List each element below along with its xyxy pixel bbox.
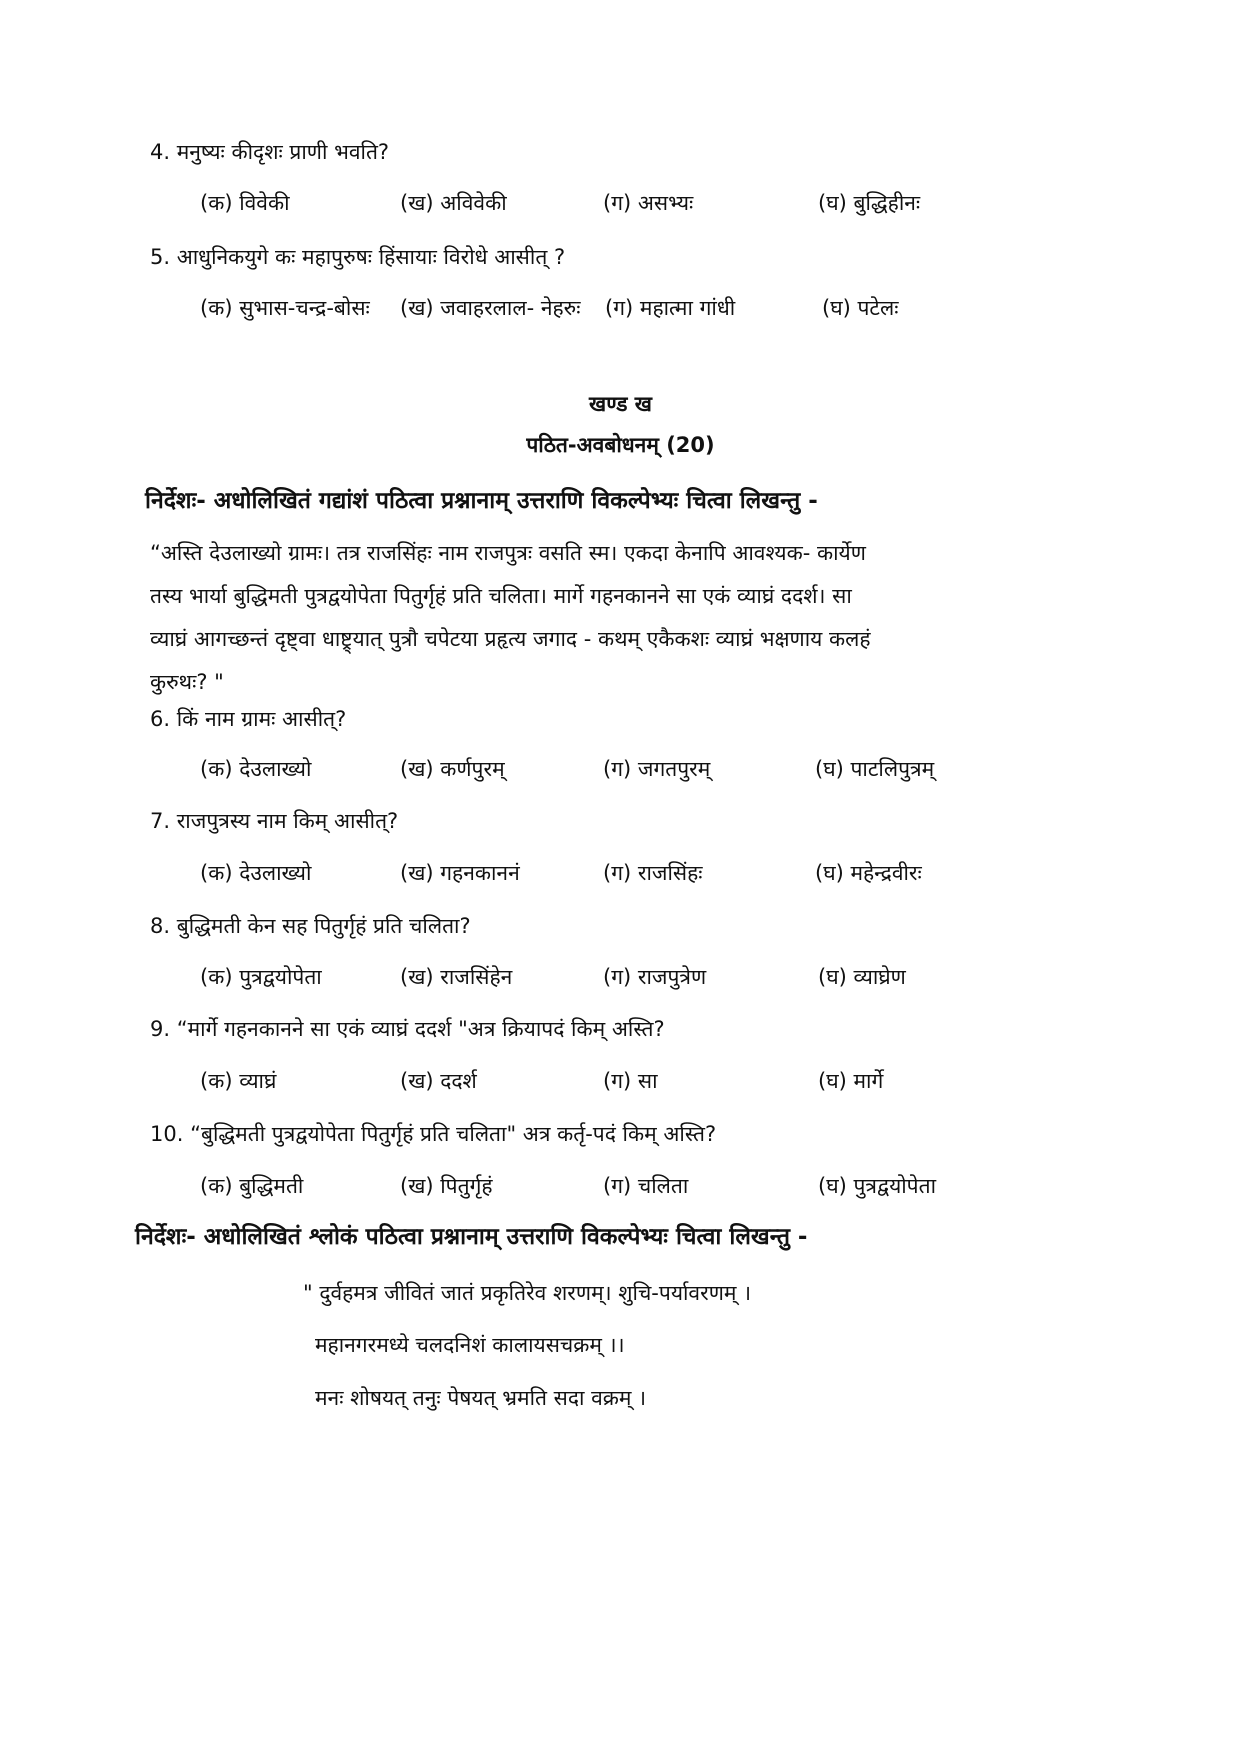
q4-option-kha: (ख) अविवेकी	[400, 191, 507, 215]
q4-option-ga: (ग) असभ्यः	[603, 191, 694, 215]
question-9: 9. “मार्गे गहनकानने सा एकं व्याघ्रं ददर्श "अत्र क्रियापदं किम् अस्ति?	[150, 1017, 665, 1041]
q7-option-ga: (ग) राजसिंहः	[603, 861, 703, 885]
q6-option-ka: (क) देउलाख्यो	[200, 757, 312, 781]
section-subtitle: पठित-अवबोधनम् (20)	[526, 433, 715, 457]
verse-line: महानगरमध्ये चलदनिशं कालायसचक्रम् ।।	[315, 1333, 625, 1357]
q10-option-ga: (ग) चलिता	[603, 1174, 689, 1198]
q9-option-kha: (ख) ददर्श	[400, 1069, 477, 1093]
q10-option-gha: (घ) पुत्रद्वयोपेता	[818, 1174, 937, 1198]
q9-option-ka: (क) व्याघ्रं	[200, 1069, 277, 1093]
q4-option-gha: (घ) बुद्धिहीनः	[818, 191, 921, 215]
q6-option-ga: (ग) जगतपुरम्	[603, 757, 711, 781]
q8-option-kha: (ख) राजसिंहेन	[400, 965, 513, 989]
q5-option-ka: (क) सुभास-चन्द्र-बोसः	[200, 296, 370, 320]
q5-option-ga: (ग) महात्मा गांधी	[605, 296, 736, 320]
q8-option-gha: (घ) व्याघ्रेण	[818, 965, 906, 989]
verse-line: " दुर्वहमत्र जीवितं जातं प्रकृतिरेव शरणम्। शुचि-पर्यावरणम् ।	[303, 1281, 752, 1305]
question-5: 5. आधुनिकयुगे कः महापुरुषः हिंसायाः विरोधे आसीत् ?	[150, 245, 566, 269]
q6-option-kha: (ख) कर्णपुरम्	[400, 757, 505, 781]
verse-line: मनः शोषयत् तनुः पेषयत् भ्रमति सदा वक्रम् ।	[315, 1386, 647, 1410]
q8-option-ka: (क) पुत्रद्वयोपेता	[200, 965, 322, 989]
prose-passage	[150, 532, 1095, 704]
passage-line: तस्य भार्या बुद्धिमती पुत्रद्वयोपेता पितुर्गृहं प्रति चलिता। मार्गे गहनकानने सा एकं व्याघ्रं ददर्श। सा	[150, 584, 852, 608]
passage-line: कुरुथः? "	[150, 670, 224, 694]
q7-option-gha: (घ) महेन्द्रवीरः	[815, 861, 922, 885]
q7-option-kha: (ख) गहनकाननं	[400, 861, 520, 885]
q5-option-gha: (घ) पटेलः	[822, 296, 899, 320]
question-8: 8. बुद्धिमती केन सह पितुर्गृहं प्रति चलिता?	[150, 914, 471, 938]
question-4: 4. मनुष्यः कीदृशः प्राणी भवति?	[150, 140, 390, 164]
question-10: 10. “बुद्धिमती पुत्रद्वयोपेता पितुर्गृहं प्रति चलिता" अत्र कर्तृ-पदं किम् अस्ति?	[150, 1122, 717, 1146]
question-7: 7. राजपुत्रस्य नाम किम् आसीत्?	[150, 809, 399, 833]
passage-line: “अस्ति देउलाख्यो ग्रामः। तत्र राजसिंहः नाम राजपुत्रः वसति स्म। एकदा केनापि आवश्यक- कार्येण	[150, 541, 866, 565]
q6-option-gha: (घ) पाटलिपुत्रम्	[815, 757, 935, 781]
passage-line: व्याघ्रं आगच्छन्तं दृष्ट्वा धाष्ट्र्यात् पुत्रौ चपेटया प्रहृत्य जगाद - कथम् एकैकशः व्याघ्रं भक्षणाय कलहं	[150, 627, 871, 651]
q8-option-ga: (ग) राजपुत्रेण	[603, 965, 707, 989]
q9-option-ga: (ग) सा	[603, 1069, 658, 1093]
instruction-prose: निर्देशः- अधोलिखितं गद्यांशं पठित्वा प्रश्नानाम् उत्तराणि विकल्पेभ्यः चित्वा लिखन्तु -	[145, 488, 818, 514]
q10-option-kha: (ख) पितुर्गृहं	[400, 1174, 493, 1198]
section-title: खण्ड ख	[589, 392, 652, 416]
question-6: 6. किं नाम ग्रामः आसीत्?	[150, 707, 347, 731]
instruction-verse: निर्देशः- अधोलिखितं श्लोकं पठित्वा प्रश्नानाम् उत्तराणि विकल्पेभ्यः चित्वा लिखन्तु -	[135, 1224, 808, 1250]
q5-option-kha: (ख) जवाहरलाल- नेहरुः	[400, 296, 581, 320]
q7-option-ka: (क) देउलाख्यो	[200, 861, 312, 885]
q4-option-ka: (क) विवेकी	[200, 191, 290, 215]
q10-option-ka: (क) बुद्धिमती	[200, 1174, 304, 1198]
q9-option-gha: (घ) मार्गे	[818, 1069, 884, 1093]
